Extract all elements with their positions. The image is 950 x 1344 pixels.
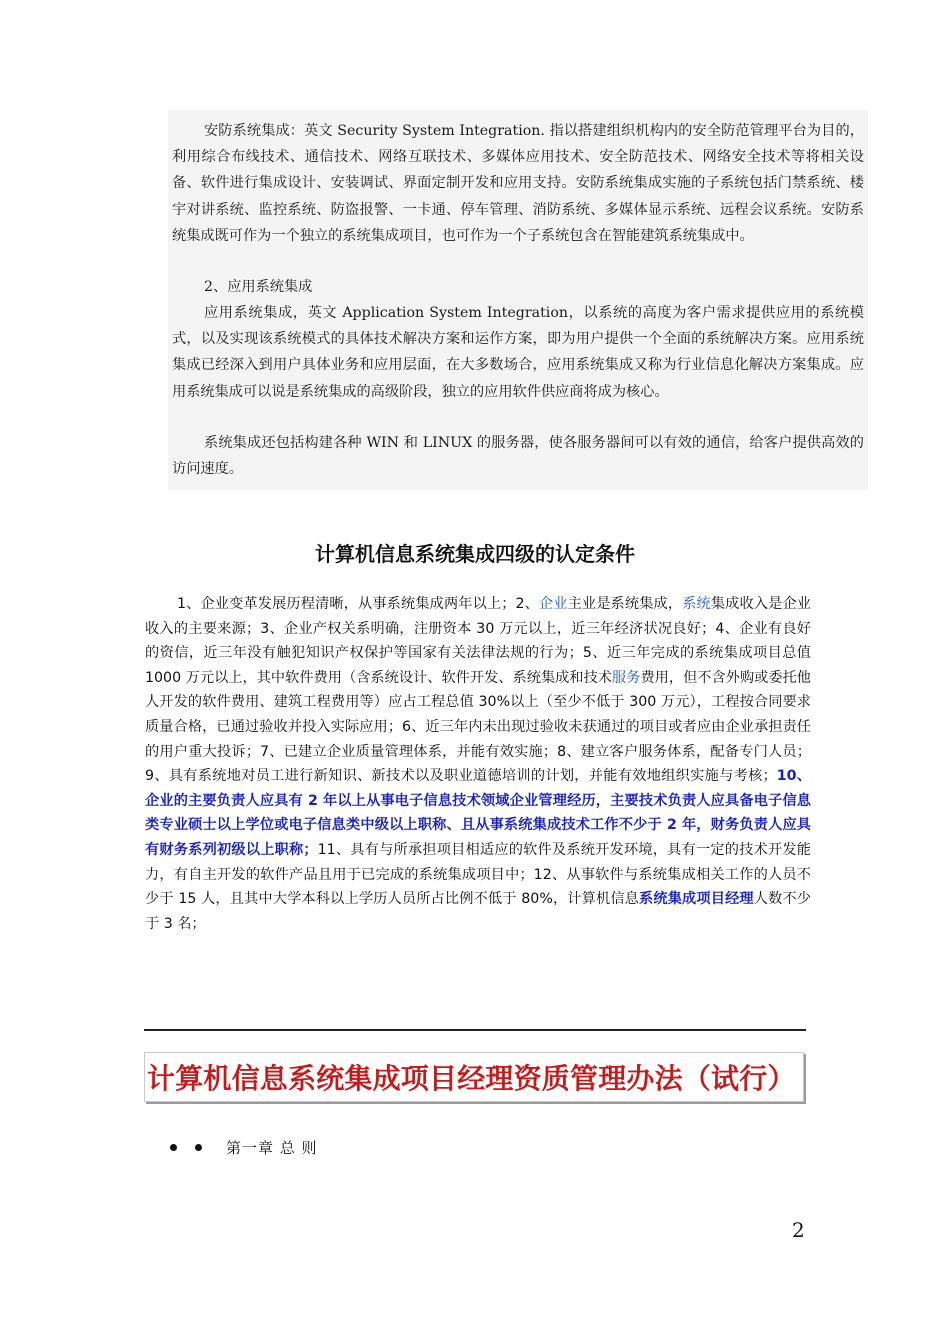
horizontal-divider	[144, 1029, 806, 1031]
service-link[interactable]: 服务	[612, 669, 641, 686]
page-number: 2	[792, 1218, 805, 1242]
scanned-text-image	[168, 110, 868, 490]
application-integration-heading: 2、应用系统集成	[204, 279, 313, 295]
bullet-icon	[195, 1144, 202, 1151]
project-manager-link[interactable]: 系统集成项目经理	[639, 891, 754, 908]
conditions-text-5: 11、具有与所承担项目相适应的软件及系统开发环境，具有一定的技术开发能力，有自主开发的软件产品且用于已完成的系统集成项目中；12、从事软件与系统集成相关工作的人员不少于 15 人，且其中大学本科以上学历人员所占比例不低于 80%，计算机信息	[145, 841, 811, 908]
bullet-icon	[170, 1144, 177, 1151]
regulation-title-box	[144, 1052, 804, 1102]
application-integration-paragraph: 应用系统集成，英文 Application System Integration，以系统的高度为客户需求提供应用的系统模式，以及实现该系统模式的具体技术解决方案和运作方案，即为用户提供一个全面的系统解决方案。应用系统集成已经深入到用户具体业务和应用层面，在大多数场合，应用系统集成又称为行业信息化解决方案集成。应用系统集成可以说是系统集成的高级阶段，独立的应用软件供应商将成为核心。	[172, 305, 864, 400]
regulation-title: 计算机信息系统集成项目经理资质管理办法（试行）	[147, 1062, 796, 1095]
section-title: 计算机信息系统集成四级的认定条件	[315, 542, 635, 566]
security-integration-paragraph: 安防系统集成：英文 Security System Integration. 指以搭建组织机构内的安全防范管理平台为目的，利用综合布线技术、通信技术、网络互联技术、多媒体应用技术、安全防范技术、网络安全技术等将相关设备、软件进行集成设计、安装调试、界面定制开发和应用支持。安防系统集成实施的子系统包括门禁系统、楼宇对讲系统、监控系统、防盗报警、一卡通、停车管理、消防系统、多媒体显示系统、远程会议系统。安防系统集成既可作为一个独立的系统集成项目，也可作为一个子系统包含在智能建筑系统集成中。	[172, 123, 864, 244]
chapter-label: 第一章 总 则	[226, 1139, 318, 1157]
highlighted-condition-10: 10、企业的主要负责人应具有 2 年以上从事电子信息技术领域企业管理经历，主要技术负责人应具备电子信息类专业硕士以上学位或电子信息类中级以上职称、且从事系统集成技术工作不少于 2 年，财务负责人应具有财务系列初级以上职称；	[145, 768, 812, 858]
server-integration-paragraph: 系统集成还包括构建各种 WIN 和 LINUX 的服务器，使各服务器间可以有效的通信，给客户提供高效的访问速度。	[172, 435, 864, 478]
conditions-text-6: 人数不少于 3 名；	[145, 891, 811, 932]
chapter-bullet-item	[170, 1137, 318, 1158]
certification-conditions-paragraph	[145, 592, 811, 936]
conditions-text-3: 集成收入是企业收入的主要来源；3、企业产权关系明确，注册资本 30 万元以上，近三年经济状况良好；4、企业有良好的资信，近三年没有触犯知识产权保护等国家有关法律法规的行为；5、近三年完成的系统集成项目总值 1000 万元以上，其中软件费用（含系统设计、软件开发、系统集成和技术	[145, 596, 811, 686]
conditions-text-1: 1、企业变革发展历程清晰，从事系统集成两年以上；2、	[177, 596, 539, 612]
enterprise-link[interactable]: 企业	[538, 596, 568, 612]
system-link[interactable]: 系统	[682, 596, 711, 612]
conditions-text-4: 费用，但不含外购或委托他人开发的软件费用、建筑工程费用等）应占工程总值 30%以上（至少不低于 300 万元），工程按合同要求质量合格，已通过验收并投入实际应用；6、近三年内未出现过验收未获通过的项目或者应由企业承担责任的用户重大投诉；7、已建立企业质量管理体系，并能有效实施；8、建立客户服务体系，配备专门人员；9、具有系统地对员工进行新知识、新技术以及职业道德培训的计划，并能有效地组织实施与考核；	[145, 669, 811, 785]
conditions-text-2: 主业是系统集成，	[567, 596, 683, 612]
